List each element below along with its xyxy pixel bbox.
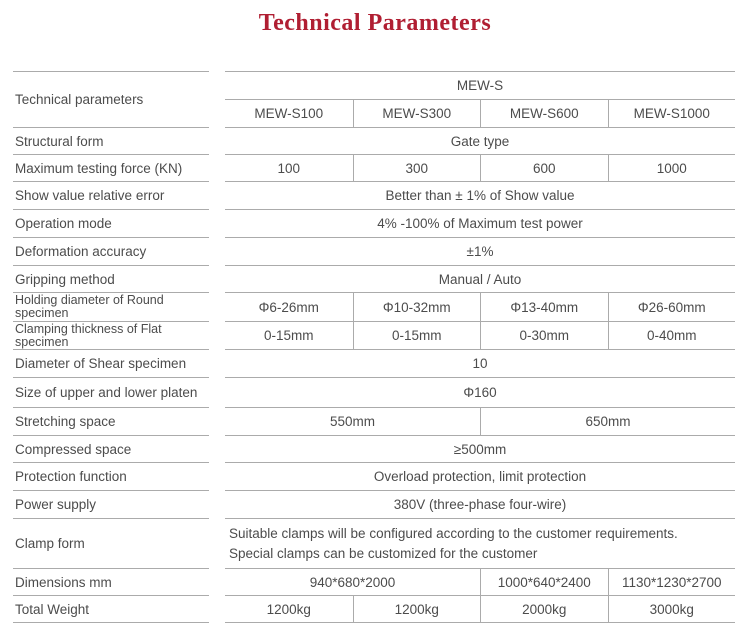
model-header: MEW-S600 xyxy=(480,100,608,128)
row-structural-form xyxy=(13,128,735,155)
row-power-supply xyxy=(13,491,735,519)
param-label: Maximum testing force (KN) xyxy=(13,155,209,182)
column-gap xyxy=(209,350,225,378)
param-value: 0-15mm xyxy=(225,322,353,350)
param-label: Power supply xyxy=(13,491,209,519)
column-gap xyxy=(209,463,225,491)
param-value: 1200kg xyxy=(225,596,353,623)
param-value: 10 xyxy=(225,350,735,378)
param-value: Manual / Auto xyxy=(225,266,735,293)
param-value: Better than ± 1% of Show value xyxy=(225,182,735,210)
param-label: Dimensions mm xyxy=(13,569,209,596)
param-value: Φ13-40mm xyxy=(480,293,608,322)
model-header: MEW-S300 xyxy=(353,100,481,128)
param-value: 550mm xyxy=(225,408,480,436)
column-gap xyxy=(209,71,225,128)
param-value: 0-40mm xyxy=(608,322,736,350)
row-protection xyxy=(13,463,735,491)
param-label: Size of upper and lower platen xyxy=(13,378,209,408)
model-header: MEW-S100 xyxy=(225,100,353,128)
param-value xyxy=(225,519,735,569)
row-relative-error xyxy=(13,182,735,210)
param-value: 1000 xyxy=(608,155,736,182)
param-value: 2000kg xyxy=(480,596,608,623)
row-clamp-form xyxy=(13,519,735,569)
row-compressed-space xyxy=(13,436,735,463)
column-gap xyxy=(209,210,225,238)
param-label: Show value relative error xyxy=(13,182,209,210)
param-value: Φ26-60mm xyxy=(608,293,736,322)
row-gripping-method xyxy=(13,266,735,293)
param-label: Diameter of Shear specimen xyxy=(13,350,209,378)
column-gap xyxy=(209,182,225,210)
column-gap xyxy=(209,491,225,519)
row-dimensions xyxy=(13,569,735,596)
column-gap xyxy=(209,569,225,596)
param-label: Deformation accuracy xyxy=(13,238,209,266)
param-value: Φ10-32mm xyxy=(353,293,481,322)
param-label: Technical parameters xyxy=(13,71,209,128)
param-value: ≥500mm xyxy=(225,436,735,463)
param-value: Gate type xyxy=(225,128,735,155)
param-label: Holding diameter of Round specimen xyxy=(13,293,209,322)
row-shear-specimen xyxy=(13,350,735,378)
column-gap xyxy=(209,238,225,266)
row-stretching-space xyxy=(13,408,735,436)
param-value: 650mm xyxy=(480,408,735,436)
param-value: Φ6-26mm xyxy=(225,293,353,322)
param-value: 1130*1230*2700 xyxy=(608,569,736,596)
param-label: Compressed space xyxy=(13,436,209,463)
param-label: Gripping method xyxy=(13,266,209,293)
row-round-specimen xyxy=(13,293,735,322)
column-gap xyxy=(209,128,225,155)
param-value: 1200kg xyxy=(353,596,481,623)
row-platen-size xyxy=(13,378,735,408)
column-gap xyxy=(209,155,225,182)
param-value: Overload protection, limit protection xyxy=(225,463,735,491)
column-gap xyxy=(209,322,225,350)
param-value: 100 xyxy=(225,155,353,182)
clamp-form-line2: Special clamps can be customized for the customer xyxy=(229,545,538,561)
column-gap xyxy=(209,378,225,408)
row-header xyxy=(13,71,735,128)
param-value: 1000*640*2400 xyxy=(480,569,608,596)
row-operation-mode xyxy=(13,210,735,238)
param-value: 300 xyxy=(353,155,481,182)
page-title: Technical Parameters xyxy=(258,10,492,36)
clamp-form-line1: Suitable clamps will be configured according to the customer requirements. xyxy=(229,525,678,541)
column-gap xyxy=(209,519,225,569)
param-value: 600 xyxy=(480,155,608,182)
row-max-force xyxy=(13,155,735,182)
model-header: MEW-S1000 xyxy=(608,100,736,128)
row-total-weight xyxy=(13,596,735,623)
series-header: MEW-S xyxy=(225,71,735,100)
param-label: Protection function xyxy=(13,463,209,491)
row-deformation-accuracy xyxy=(13,238,735,266)
param-value: 380V (three-phase four-wire) xyxy=(225,491,735,519)
column-gap xyxy=(209,293,225,322)
param-label: Total Weight xyxy=(13,596,209,623)
param-label: Stretching space xyxy=(13,408,209,436)
param-value: 0-15mm xyxy=(353,322,481,350)
param-value: 0-30mm xyxy=(480,322,608,350)
column-gap xyxy=(209,436,225,463)
column-gap xyxy=(209,266,225,293)
row-flat-specimen xyxy=(13,322,735,350)
column-gap xyxy=(209,408,225,436)
spec-table xyxy=(13,71,735,623)
column-gap xyxy=(209,596,225,623)
param-value: 4% -100% of Maximum test power xyxy=(225,210,735,238)
param-label: Clamping thickness of Flat specimen xyxy=(13,322,209,350)
param-value: ±1% xyxy=(225,238,735,266)
param-label: Clamp form xyxy=(13,519,209,569)
param-label: Operation mode xyxy=(13,210,209,238)
param-value: Φ160 xyxy=(225,378,735,408)
param-value: 940*680*2000 xyxy=(225,569,480,596)
param-value: 3000kg xyxy=(608,596,736,623)
param-label: Structural form xyxy=(13,128,209,155)
